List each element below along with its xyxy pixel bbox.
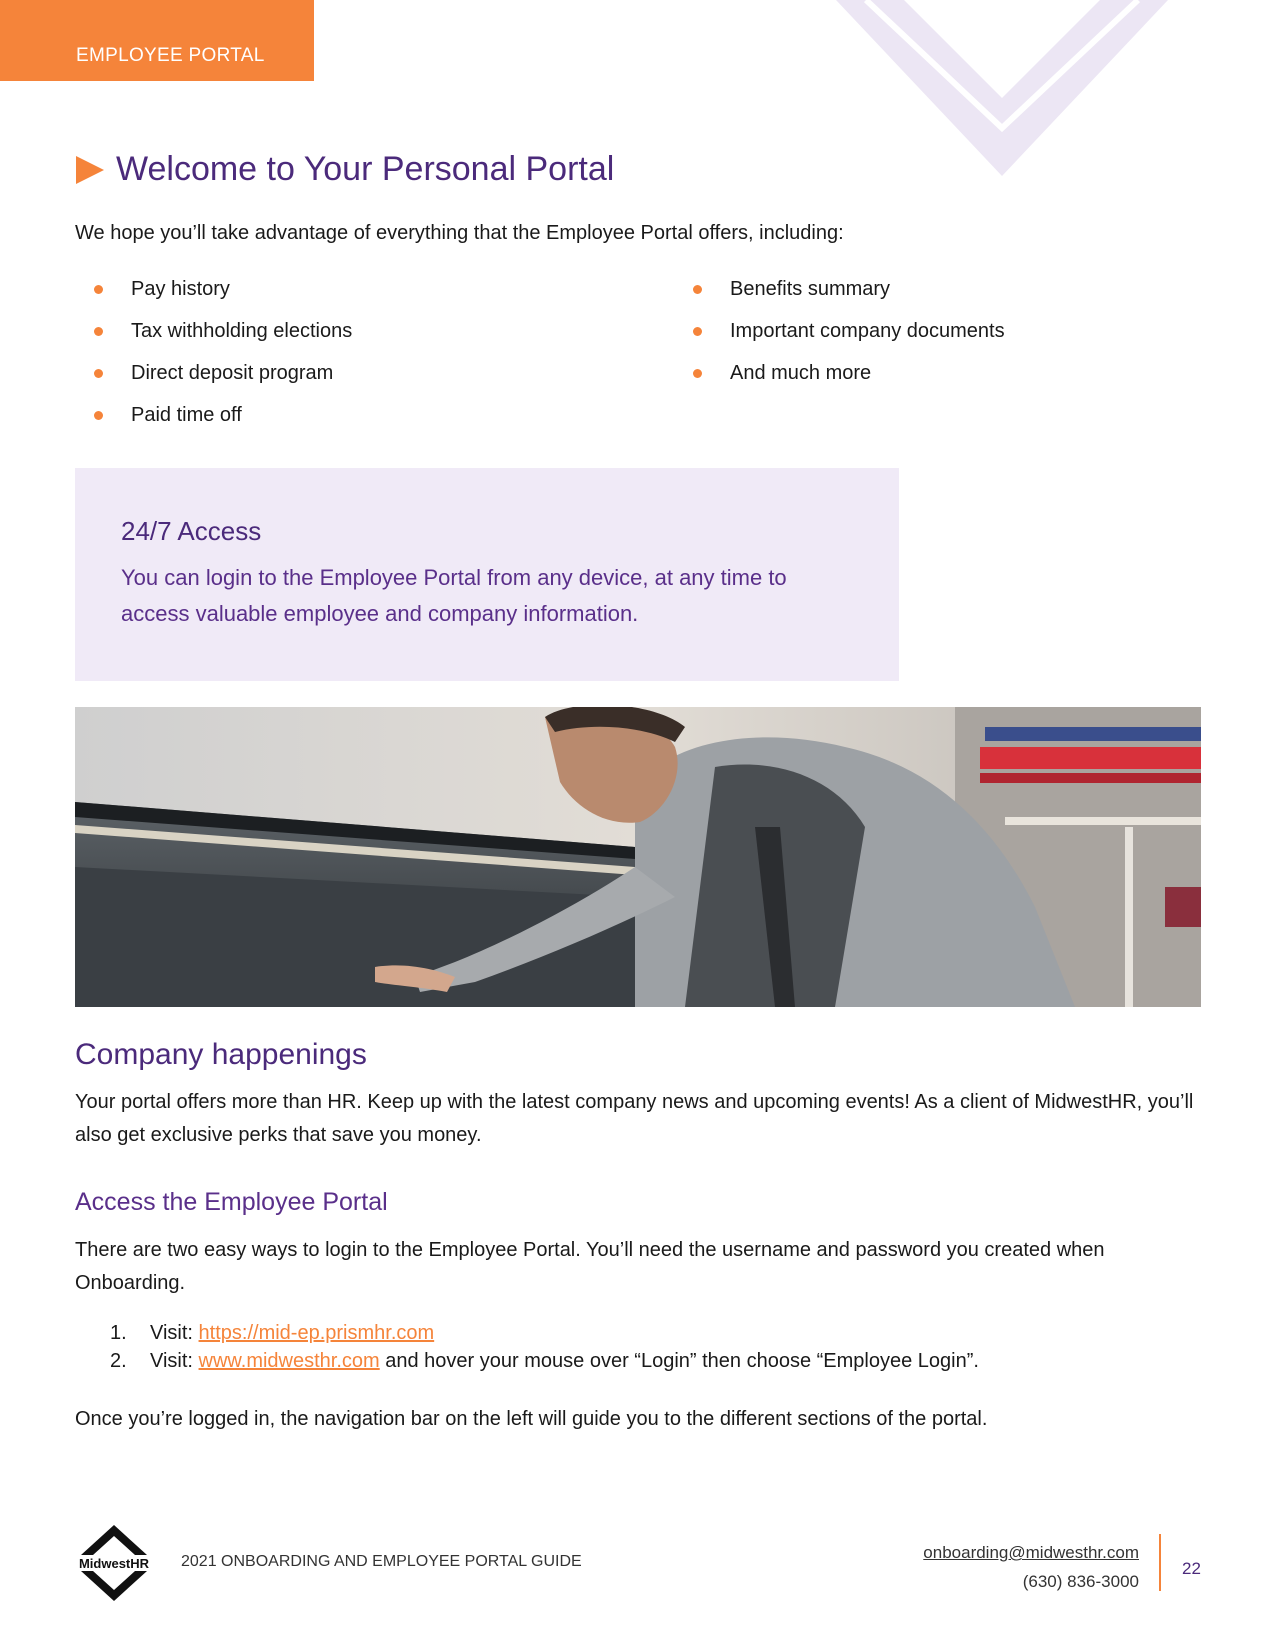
access-callout bbox=[75, 468, 899, 681]
midwesthr-logo bbox=[72, 1522, 156, 1604]
list-item-label: Pay history bbox=[131, 278, 230, 300]
bullet-icon bbox=[94, 327, 103, 336]
features-list-left bbox=[75, 277, 635, 445]
login-steps bbox=[110, 1319, 979, 1375]
list-item bbox=[110, 1347, 979, 1375]
list-item bbox=[75, 403, 635, 445]
step-prefix: Visit: bbox=[150, 1350, 199, 1372]
list-item-label: Tax withholding elections bbox=[131, 320, 353, 342]
bullet-icon bbox=[94, 369, 103, 378]
bullet-icon bbox=[693, 327, 702, 336]
footer-guide-title: 2021 ONBOARDING AND EMPLOYEE PORTAL GUIDE bbox=[181, 1553, 582, 1570]
logo-wordmark: MidwestHR bbox=[78, 1556, 150, 1571]
step-number: 1. bbox=[110, 1322, 127, 1344]
list-item bbox=[110, 1319, 979, 1347]
footer-email-link[interactable]: onboarding@midwesthr.com bbox=[923, 1543, 1139, 1562]
access-paragraph: There are two easy ways to login to the Employee Portal. You’ll need the username and password you created when Onboarding. bbox=[75, 1239, 1105, 1294]
list-item-label: And much more bbox=[730, 362, 872, 384]
step-number: 2. bbox=[110, 1350, 127, 1372]
happenings-paragraph: Your portal offers more than HR. Keep up with the latest company news and upcoming events! As a client of MidwestHR, you’ll also get exclusive perks that save you money. bbox=[75, 1091, 1194, 1146]
bullet-icon bbox=[693, 369, 702, 378]
features-list-right bbox=[674, 277, 1234, 403]
list-item bbox=[674, 277, 1234, 319]
step-suffix: and hover your mouse over “Login” then choose “Employee Login”. bbox=[379, 1350, 979, 1372]
step-prefix: Visit: bbox=[150, 1322, 199, 1344]
happenings-heading: Company happenings bbox=[75, 1038, 367, 1071]
prism-portal-link[interactable]: https://mid-ep.prismhr.com bbox=[198, 1322, 435, 1344]
access-heading: Access the Employee Portal bbox=[75, 1188, 388, 1216]
list-item bbox=[75, 361, 635, 403]
footer-phone: (630) 836-3000 bbox=[1022, 1572, 1139, 1591]
header-tab bbox=[0, 0, 314, 81]
list-item-label: Direct deposit program bbox=[131, 362, 334, 384]
title-arrow-icon bbox=[76, 156, 104, 184]
page-number: 22 bbox=[1182, 1559, 1201, 1578]
list-item-label: Benefits summary bbox=[730, 278, 891, 300]
intro-paragraph: We hope you’ll take advantage of everything that the Employee Portal offers, including: bbox=[75, 222, 844, 244]
callout-title: 24/7 Access bbox=[121, 516, 262, 546]
bullet-icon bbox=[94, 411, 103, 420]
list-item bbox=[75, 277, 635, 319]
list-item bbox=[674, 361, 1234, 403]
footer-divider bbox=[1159, 1534, 1161, 1591]
worker-photo bbox=[75, 707, 1201, 1007]
list-item-label: Important company documents bbox=[730, 320, 1005, 342]
decorative-chevron bbox=[836, 0, 1196, 182]
page-title: Welcome to Your Personal Portal bbox=[116, 150, 615, 188]
list-item-label: Paid time off bbox=[131, 404, 242, 426]
header-tab-label: EMPLOYEE PORTAL bbox=[76, 45, 265, 66]
bullet-icon bbox=[693, 285, 702, 294]
callout-body: You can login to the Employee Portal from any device, at any time to access valuable employee and company information. bbox=[121, 565, 787, 626]
list-item bbox=[674, 319, 1234, 361]
navigation-paragraph: Once you’re logged in, the navigation bar on the left will guide you to the different sections of the portal. bbox=[75, 1408, 988, 1430]
bullet-icon bbox=[94, 285, 103, 294]
list-item bbox=[75, 319, 635, 361]
midwesthr-website-link[interactable]: www.midwesthr.com bbox=[198, 1350, 380, 1372]
